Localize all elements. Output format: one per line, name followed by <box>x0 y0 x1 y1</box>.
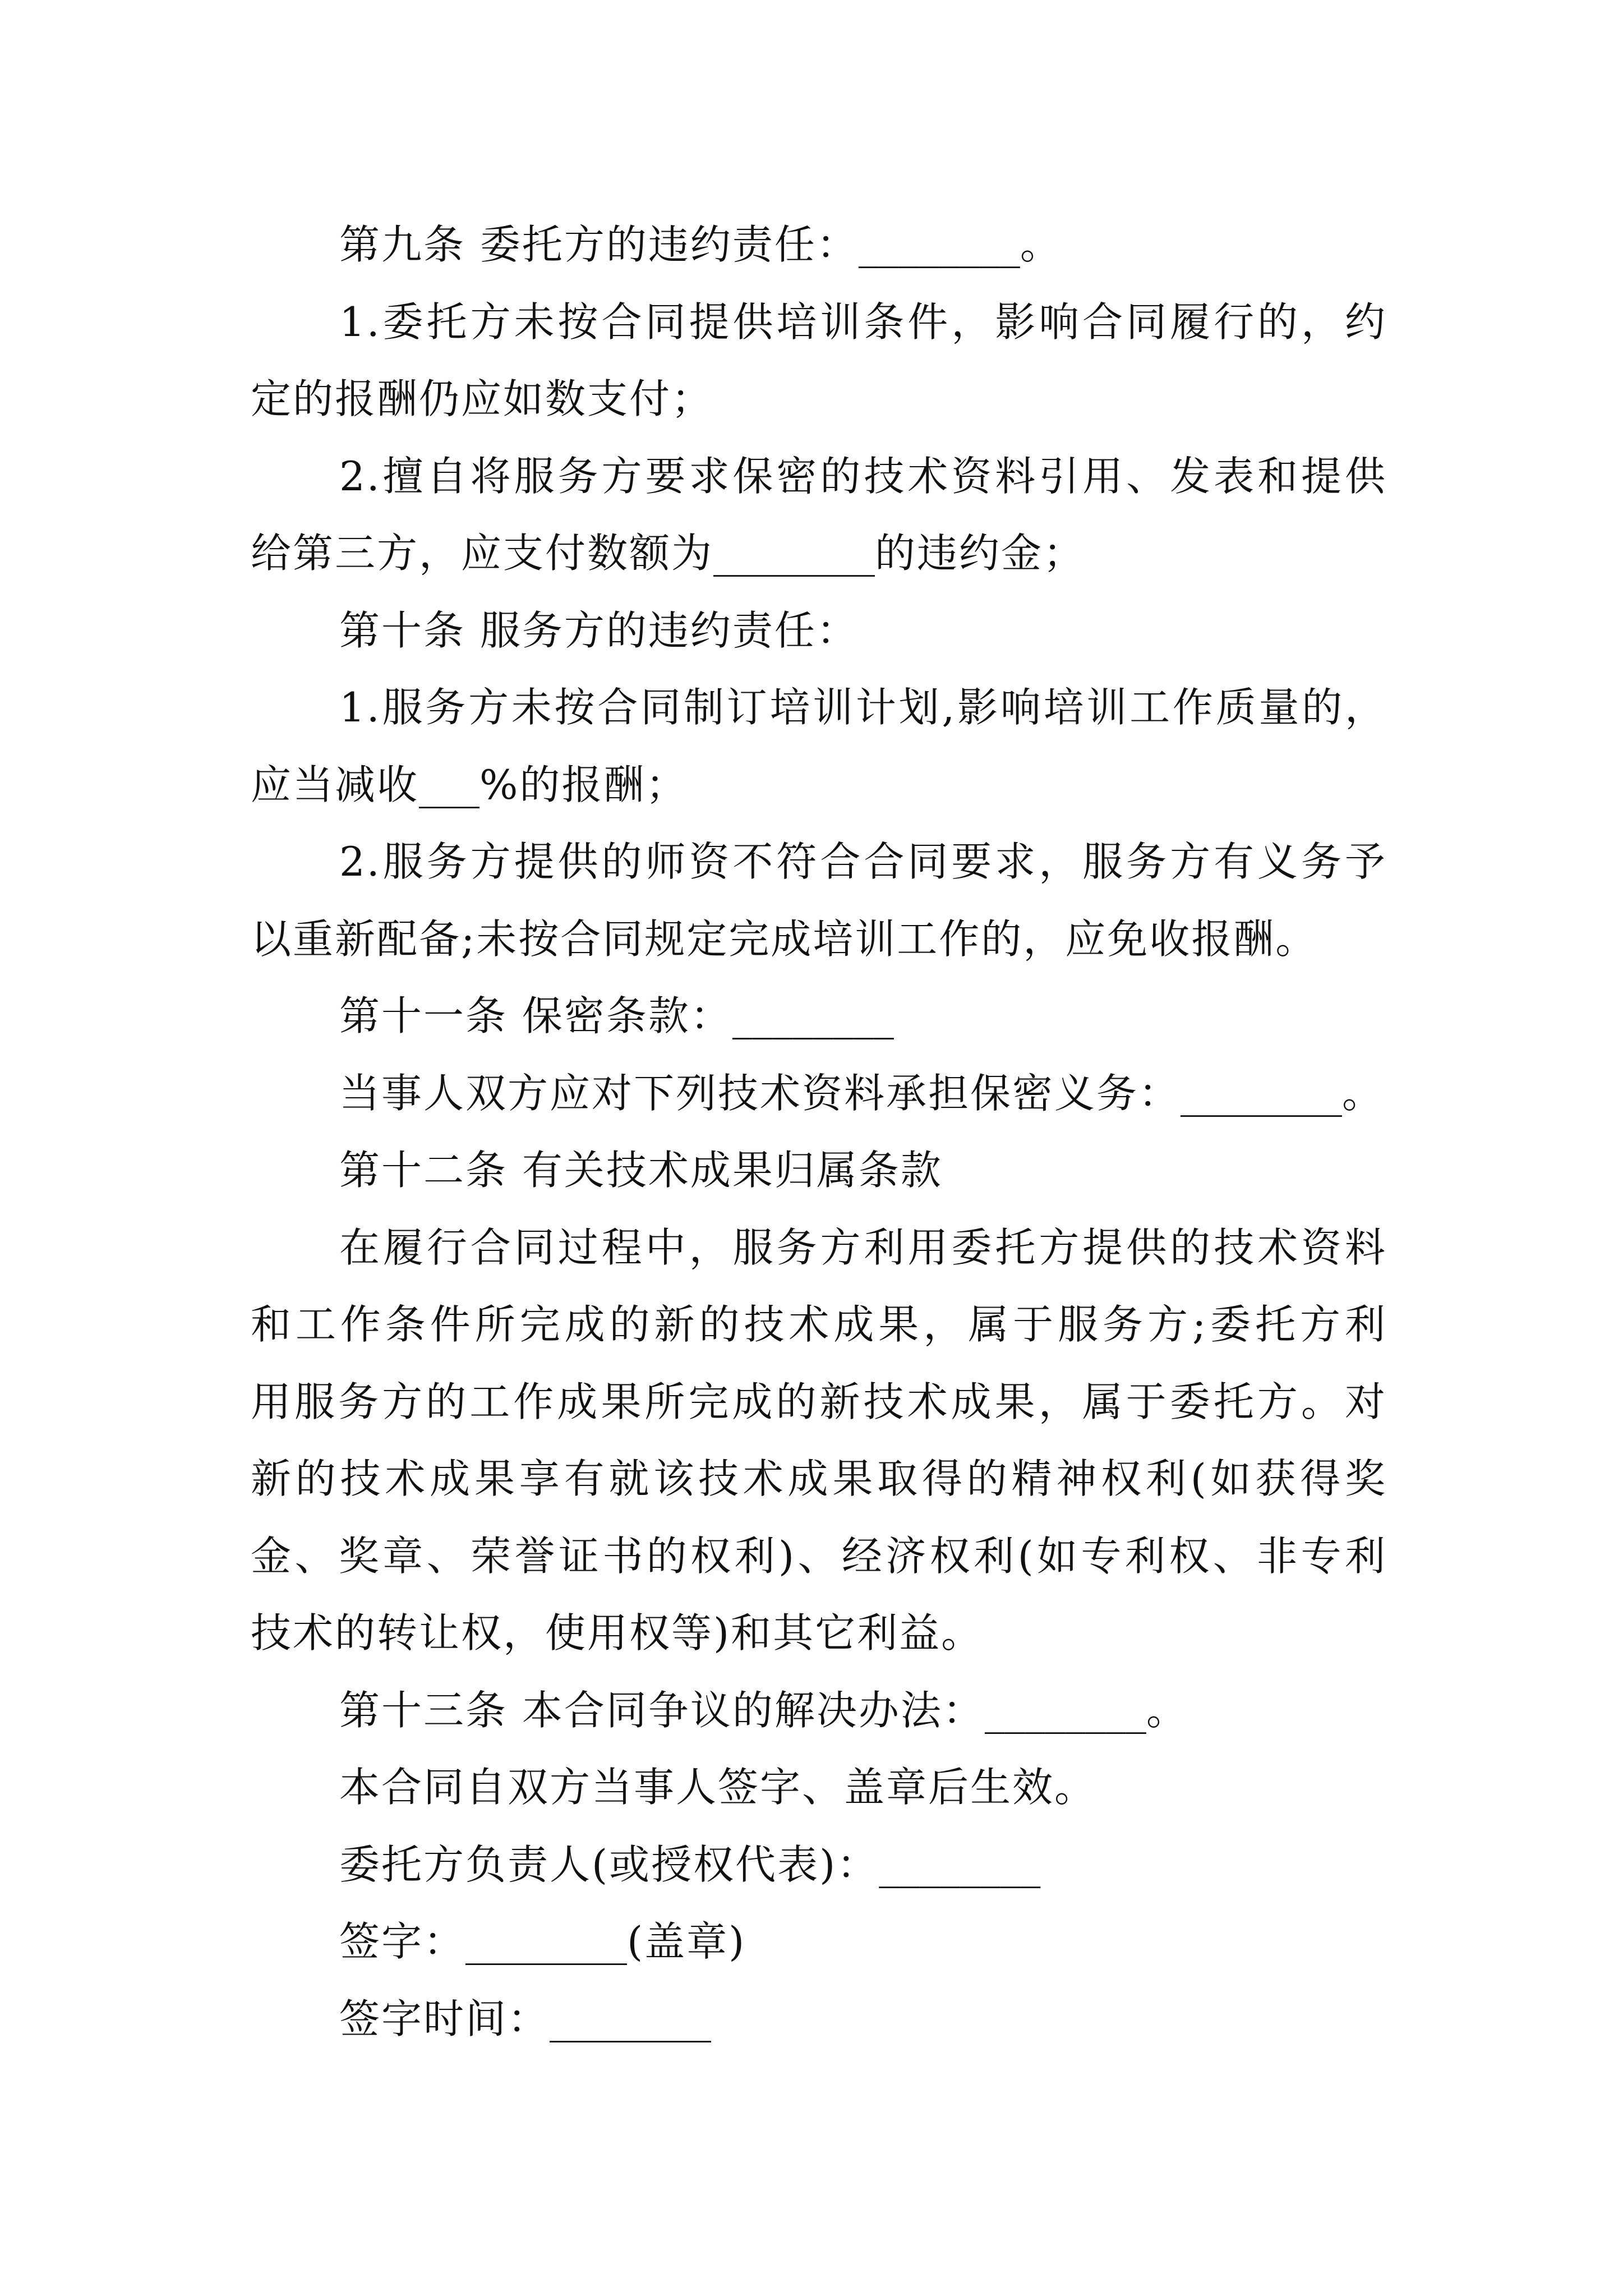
text-line: 签字：________(盖章) <box>339 1918 746 1965</box>
text-line: 1.服务方未按合同制订培训计划,影响培训工作质量的， <box>339 684 1387 731</box>
text-line: 委托方负责人(或授权代表)：________ <box>339 1841 1041 1888</box>
text-line: 金、奖章、荣誉证书的权利)、经济权利(如专利权、非专利 <box>251 1532 1387 1580</box>
text-line: 1.委托方未按合同提供培训条件，影响合同履行的，约 <box>339 298 1387 346</box>
text-line: 在履行合同过程中，服务方利用委托方提供的技术资料 <box>339 1223 1387 1271</box>
client-representative-line <box>251 1826 1387 1904</box>
text-line: 应当减收___%的报酬； <box>251 761 688 808</box>
fill-in-blank: ________ <box>1181 1069 1343 1117</box>
fill-in-blank: ________ <box>879 1841 1041 1888</box>
text-line: 2.服务方提供的师资不符合合同要求，服务方有义务予 <box>339 838 1387 885</box>
fill-in-blank: ________ <box>858 221 1020 268</box>
clause-13-title <box>251 1672 1387 1750</box>
signature-line <box>251 1903 1387 1981</box>
text-line: 第十条 服务方的违约责任： <box>339 606 859 654</box>
text-line: 本合同自双方当事人签字、盖章后生效。 <box>339 1764 1097 1811</box>
fill-in-blank: ________ <box>984 1686 1146 1734</box>
contract-text <box>251 206 1387 2058</box>
clause-11-title <box>251 978 1387 1055</box>
text-line: 当事人双方应对下列技术资料承担保密义务：________。 <box>339 1069 1385 1117</box>
clause-10-title <box>251 592 1387 670</box>
ownership-paragraph <box>251 1209 1387 1672</box>
clause-9-item-2 <box>251 438 1387 592</box>
text-line: 和工作条件所完成的新的技术成果，属于服务方;委托方利 <box>251 1301 1387 1348</box>
clause-10-item-2 <box>251 823 1387 978</box>
clause-9-title <box>251 206 1387 284</box>
text-line: 第十一条 保密条款：________ <box>339 992 894 1039</box>
clause-9-item-1 <box>251 284 1387 438</box>
text-line: 第九条 委托方的违约责任：________。 <box>339 221 1062 268</box>
fill-in-blank: ________ <box>732 992 894 1039</box>
fill-in-blank: ________ <box>550 1995 712 2042</box>
clause-10-item-1 <box>251 669 1387 823</box>
text-line: 以重新配备;未按合同规定完成培训工作的，应免收报酬。 <box>251 915 1318 963</box>
clause-12-title <box>251 1132 1387 1209</box>
fill-in-blank: ________ <box>465 1918 628 1965</box>
text-line: 给第三方，应支付数额为________的违约金； <box>251 530 1086 577</box>
effectiveness-statement <box>251 1749 1387 1826</box>
text-line: 新的技术成果享有就该技术成果取得的精神权利(如获得奖 <box>251 1455 1387 1502</box>
text-line: 第十三条 本合同争议的解决办法：________。 <box>339 1686 1188 1734</box>
fill-in-blank: ________ <box>713 530 875 577</box>
text-line: 第十二条 有关技术成果归属条款 <box>339 1147 943 1194</box>
text-line: 签字时间：________ <box>339 1995 712 2042</box>
text-line: 2.擅自将服务方要求保密的技术资料引用、发表和提供 <box>339 452 1387 500</box>
signature-date-line <box>251 1981 1387 2058</box>
text-line: 用服务方的工作成果所完成的新技术成果，属于委托方。对 <box>251 1378 1387 1425</box>
fill-in-blank: ___ <box>419 761 480 808</box>
text-line: 技术的转让权，使用权等)和其它利益。 <box>251 1609 984 1657</box>
text-line: 定的报酬仍应如数支付； <box>251 375 714 422</box>
confidentiality-statement <box>251 1055 1387 1133</box>
